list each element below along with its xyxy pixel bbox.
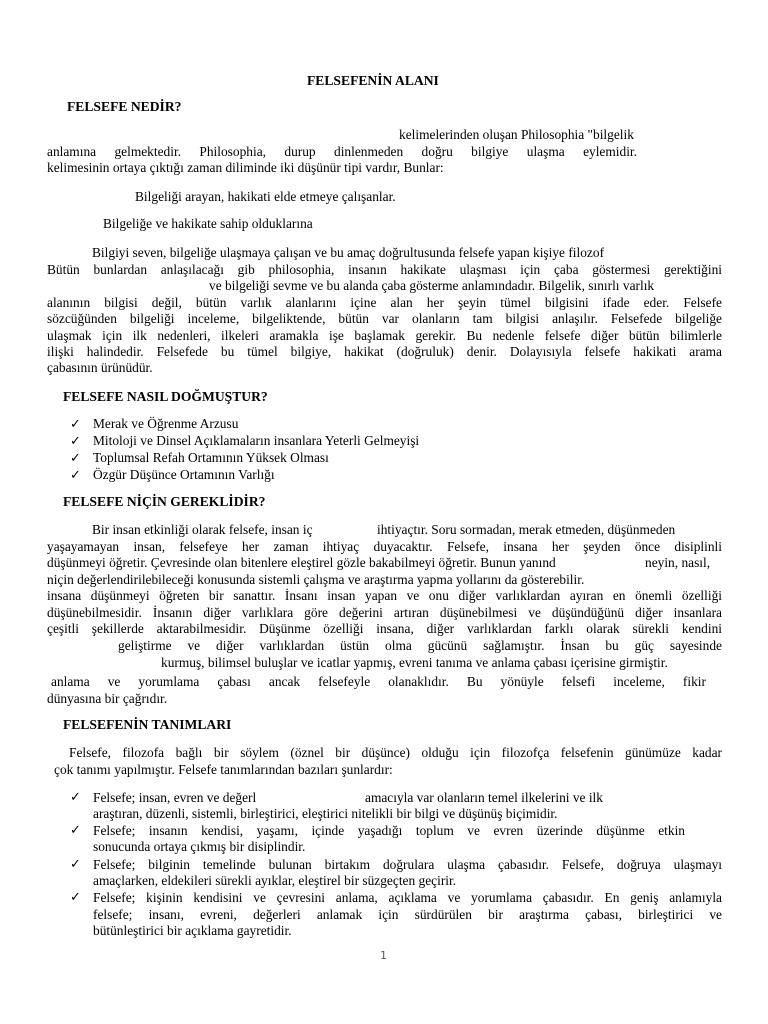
definition-item: Felsefe; kişinin kendisini ve çevresini anlama, açıklama ve yorumlama çabasıdır. En geniş anlamıyla [93, 890, 722, 905]
text-line: düşünmeyi öğretir. Çevresinde olan bitenlere eleştirel gözle bakabilmeyi öğretir. Bunun yanınd [47, 555, 556, 570]
text-line: ulaşmak için ilk nedenleri, ilkeleri aramakla işe başlamak gerekir. Bu nedenle felsefe diğer bütün bilimlerle [47, 328, 722, 343]
text-line: geliştirme ve diğer varlıklardan üstün olma gücünü sağlamıştır. İnsan bu güç sayesinde [118, 638, 722, 653]
definition-item: amaçlarken, eldekileri sürekli ayıklar, eleştirel bir süzgeçten geçirir. [93, 873, 457, 888]
text-line: Felsefe, filozofa bağlı bir söylem (öznel bir düşünce) olduğu için filozofça felsefenin günümüze kadar [69, 745, 722, 760]
thinker-type-1: Bilgeliği arayan, hakikati elde etmeye çalışanlar. [135, 189, 396, 204]
text-line: anlamına gelmektedir. Philosophia, durup dinlenmeden doğru bilgiye ulaşma eylemidir. [47, 144, 637, 159]
text-line: alanının bilgisi değil, bütün varlık alanlarını içine alan her şeyin tümel bilgisini ifade eder. Felsefe [47, 295, 722, 310]
text-line: anlama ve yorumlama çabası ancak felsefeyle olanaklıdır. Bu yönüyle felsefi inceleme, fikir [51, 674, 706, 689]
text-line: insana düşünmeyi öğreten bir sanattır. İnsanı insan yapan ve onu diğer varlıklardan ayıran en önemli özelliği [47, 588, 722, 603]
check-icon: ✓ [70, 416, 81, 431]
text-line: kelimelerinden oluşan Philosophia "bilgelik [399, 127, 634, 142]
text-line: sözcüğünden bilgeliği inceleme, bilgeliktende, bütün var olanların tam bilgisi anlaşılır. Felsefede bilgeliğe [47, 311, 722, 326]
check-icon: ✓ [70, 856, 81, 871]
text-line: çabasının ürünüdür. [47, 360, 153, 375]
section-heading-felsefe-nicin-gereklidir: FELSEFE NİÇİN GEREKLİDİR? [63, 494, 266, 509]
text-line: düşünebilmesidir. İnsanın diğer varlıklara göre değerini artıran düşünebilmesi ve düşündüğünü diğer insanlara [47, 605, 722, 620]
text-line: Bilgiyi seven, bilgeliğe ulaşmaya çalışan ve bu amaç doğrultusunda felsefe yapan kişiye filozof [92, 245, 605, 260]
text-line: yaşayamayan insan, felsefeye her zaman ihtiyaç duyacaktır. Felsefe, insana her şeyden önce disiplinli [47, 539, 722, 554]
section-heading-felsefe-nedir: FELSEFE NEDİR? [67, 99, 182, 114]
list-item: Toplumsal Refah Ortamının Yüksek Olması [93, 450, 329, 465]
page-title: FELSEFENİN ALANI [307, 73, 439, 88]
definition-item: felsefe; insanı, evreni, değerleri anlamak için sürdürülen bir araştırma çabası, birleştirici ve [93, 907, 722, 922]
text-line: Bir insan etkinliği olarak felsefe, insan iç [92, 522, 313, 537]
check-icon: ✓ [70, 467, 81, 482]
text-line: Bütün bunlardan anlaşılacağı gib philosophia, insanın hakikate ulaşması için çaba göstermesi gerektiğini [47, 262, 722, 277]
check-icon: ✓ [70, 789, 81, 804]
text-line: neyin, nasıl, [645, 555, 711, 570]
definition-item: araştıran, düzenli, sistemli, birleştirici, eleştirici nitelikli bir bilgi ve düşünüş biçimidir. [93, 806, 558, 821]
definition-item: Felsefe; insanın kendisi, yaşamı, içinde yaşadığı toplum ve evren üzerinde düşünme etkin [93, 823, 685, 838]
check-icon: ✓ [70, 450, 81, 465]
check-icon: ✓ [70, 889, 81, 904]
text-line: kelimesinin ortaya çıktığı zaman diliminde iki düşünür tipi vardır, Bunlar: [47, 160, 444, 175]
list-item: Özgür Düşünce Ortamının Varlığı [93, 467, 275, 482]
definition-item: Felsefe; insan, evren ve değerl [93, 790, 257, 805]
page-number: 1 [380, 949, 387, 962]
list-item: Mitoloji ve Dinsel Açıklamaların insanlara Yeterli Gelmeyişi [93, 433, 420, 448]
check-icon: ✓ [70, 822, 81, 837]
definition-item: Felsefe; bilginin temelinde bulunan birtakım doğrulara ulaşma çabasıdır. Felsefe, doğruya ulaşmayı [93, 857, 722, 872]
text-line: ve bilgeliği sevme ve bu alanda çaba gösterme anlamındadır. Bilgelik, sınırlı varlık [209, 278, 655, 293]
definition-item: sonucunda ortaya çıkmış bir disiplindir. [93, 839, 306, 854]
text-line: çeşitli şekillerde aktarabilmesidir. Düşünme özelliği insana, diğer varlıklardan farklı olarak sürekli kendini [47, 621, 722, 636]
text-line: dünyasına bir çağrıdır. [47, 691, 168, 706]
text-line: ihtiyaçtır. Soru sormadan, merak etmeden, düşünmeden [377, 522, 676, 537]
definition-item: amacıyla var olanların temel ilkelerini ve ilk [365, 790, 603, 805]
section-heading-felsefenin-tanimlari: FELSEFENİN TANIMLARI [63, 717, 232, 732]
section-heading-felsefe-nasil-dogmustur: FELSEFE NASIL DOĞMUŞTUR? [63, 389, 268, 404]
text-line: ilişki halindedir. Felsefede bu tümel bilgiye, hakikat (doğruluk) denir. Dolayısıyla felsefe hakikati arama [47, 344, 722, 359]
check-icon: ✓ [70, 433, 81, 448]
text-line: niçin değerlendirilebileceği konusunda sistemli çalışma ve araştırma yapma yollarını da gösterebilir. [47, 572, 585, 587]
text-line: kurmuş, bilimsel buluşlar ve icatlar yapmış, evreni tanıma ve anlama çabası içerisine girmiştir. [161, 655, 668, 670]
thinker-type-2: Bilgeliğe ve hakikate sahip olduklarına [103, 216, 313, 231]
definition-item: bütünleştirici bir açıklama gayretidir. [93, 923, 292, 938]
list-item: Merak ve Öğrenme Arzusu [93, 416, 239, 431]
text-line: çok tanımı yapılmıştır. Felsefe tanımlarından bazıları şunlardır: [54, 762, 393, 777]
